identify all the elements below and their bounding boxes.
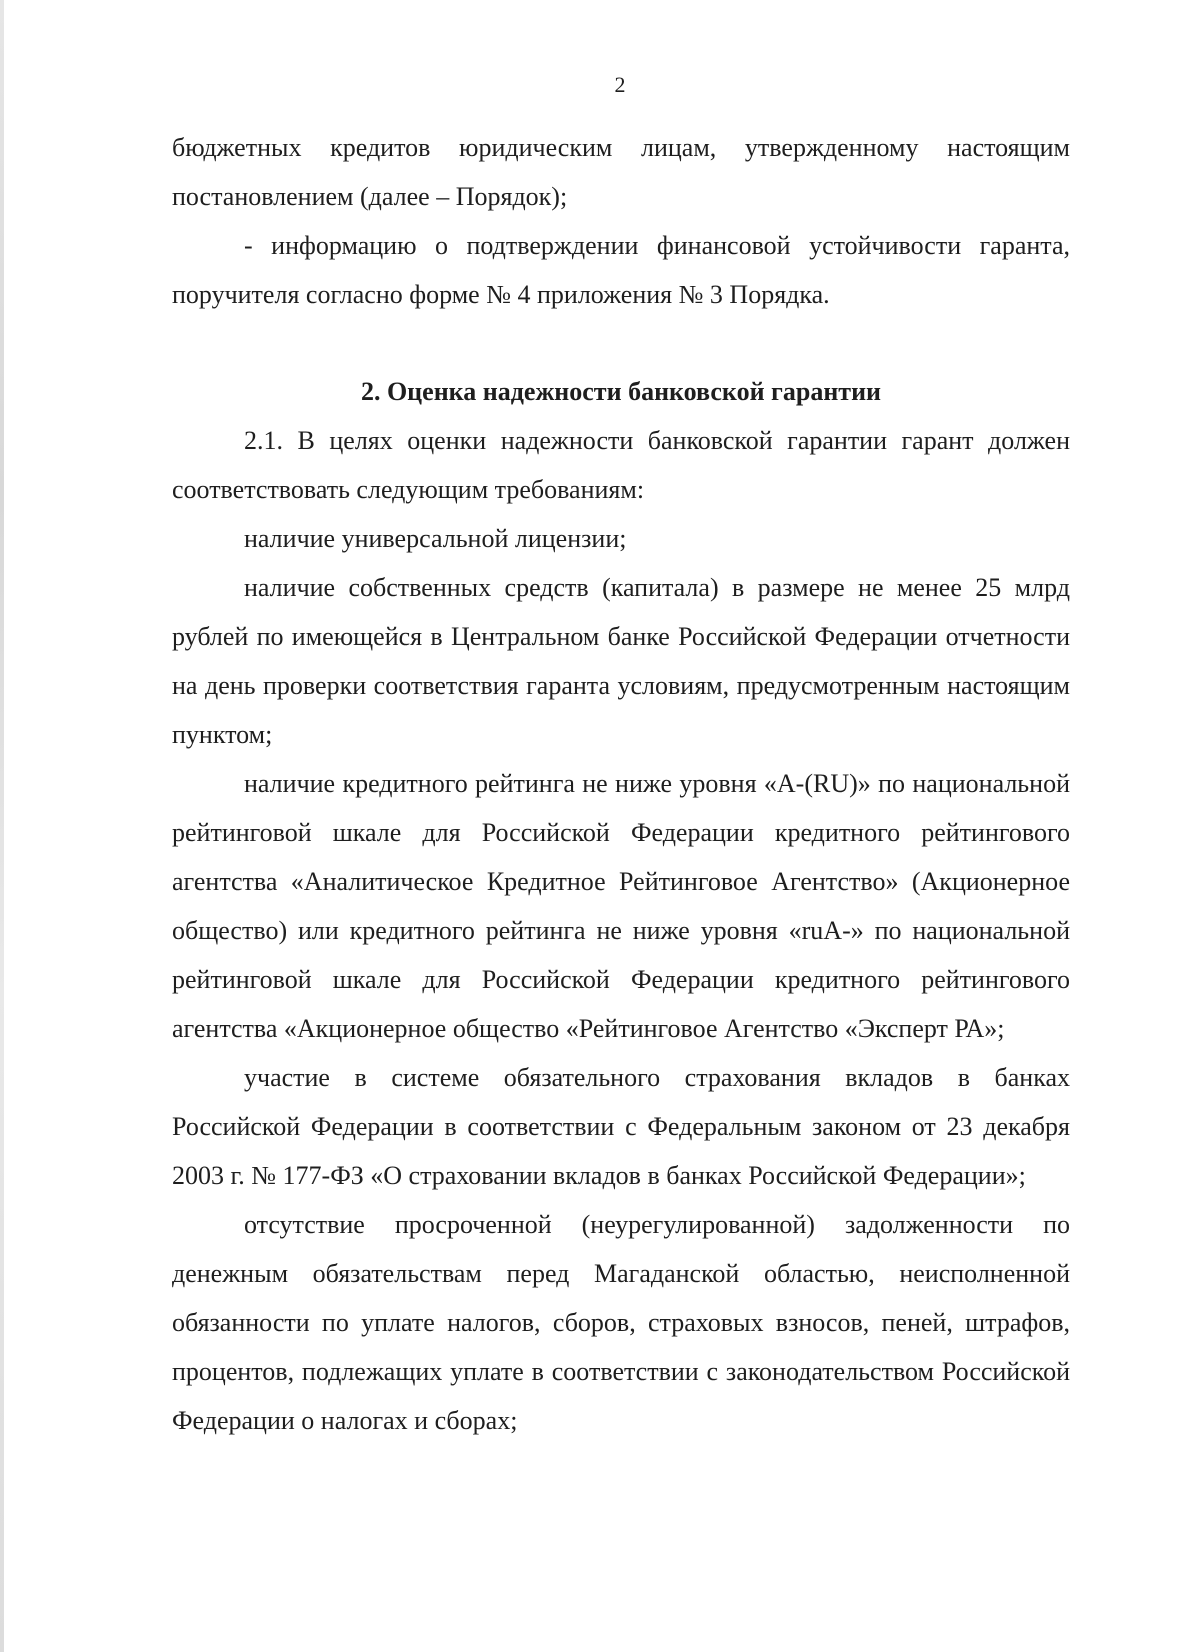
page-number: 2 [614,72,626,97]
scan-edge [0,0,4,1652]
paragraph-capital: наличие собственных средств (капитала) в размере не менее 25 млрд рублей по имеющейся в Центральном банке Российской Федерации отчетности на день проверки соответствия гаранта условиям, предусмотренным настоящим пунктом; [172,573,1070,749]
document-body [172,123,1070,1445]
paragraph-credit-rating: наличие кредитного рейтинга не ниже уровня «A-(RU)» по национальной рейтинговой шкале для Российской Федерации кредитного рейтингового агентства «Аналитическое Кредитное Рейтинговое Агентство» (Акционерное общество) или кредитного рейтинга не ниже уровня «ruA-» по национальной рейтинговой шкале для Российской Федерации кредитного рейтингового агентства «Акционерное общество «Рейтинговое Агентство «Эксперт РА»; [172,769,1070,1043]
paragraph-deposit-insurance: участие в системе обязательного страхования вкладов в банках Российской Федерации в соответствии с Федеральным законом от 23 декабря 2003 г. № 177-ФЗ «О страховании вкладов в банках Российской Федерации»; [172,1063,1070,1190]
paragraph-2-1: 2.1. В целях оценки надежности банковской гарантии гарант должен соответствовать следующим требованиям: [172,426,1070,504]
paragraph-license: наличие универсальной лицензии; [244,524,627,553]
section-heading: 2. Оценка надежности банковской гарантии [360,377,882,406]
paragraph-no-debt: отсутствие просроченной (неурегулированной) задолженности по денежным обязательствам перед Магаданской областью, неисполненной обязанности по уплате налогов, сборов, страховых взносов, пеней, штрафов, процентов, подлежащих уплате в соответствии с законодательством Российской Федерации о налогах и сборах; [172,1210,1070,1435]
paragraph-financial-stability: - информацию о подтверждении финансовой устойчивости гаранта, поручителя согласно форме № 4 приложения № 3 Порядка. [172,231,1070,309]
paragraph-continuation: бюджетных кредитов юридическим лицам, утвержденному настоящим постановлением (далее – Порядок); [172,133,1070,211]
